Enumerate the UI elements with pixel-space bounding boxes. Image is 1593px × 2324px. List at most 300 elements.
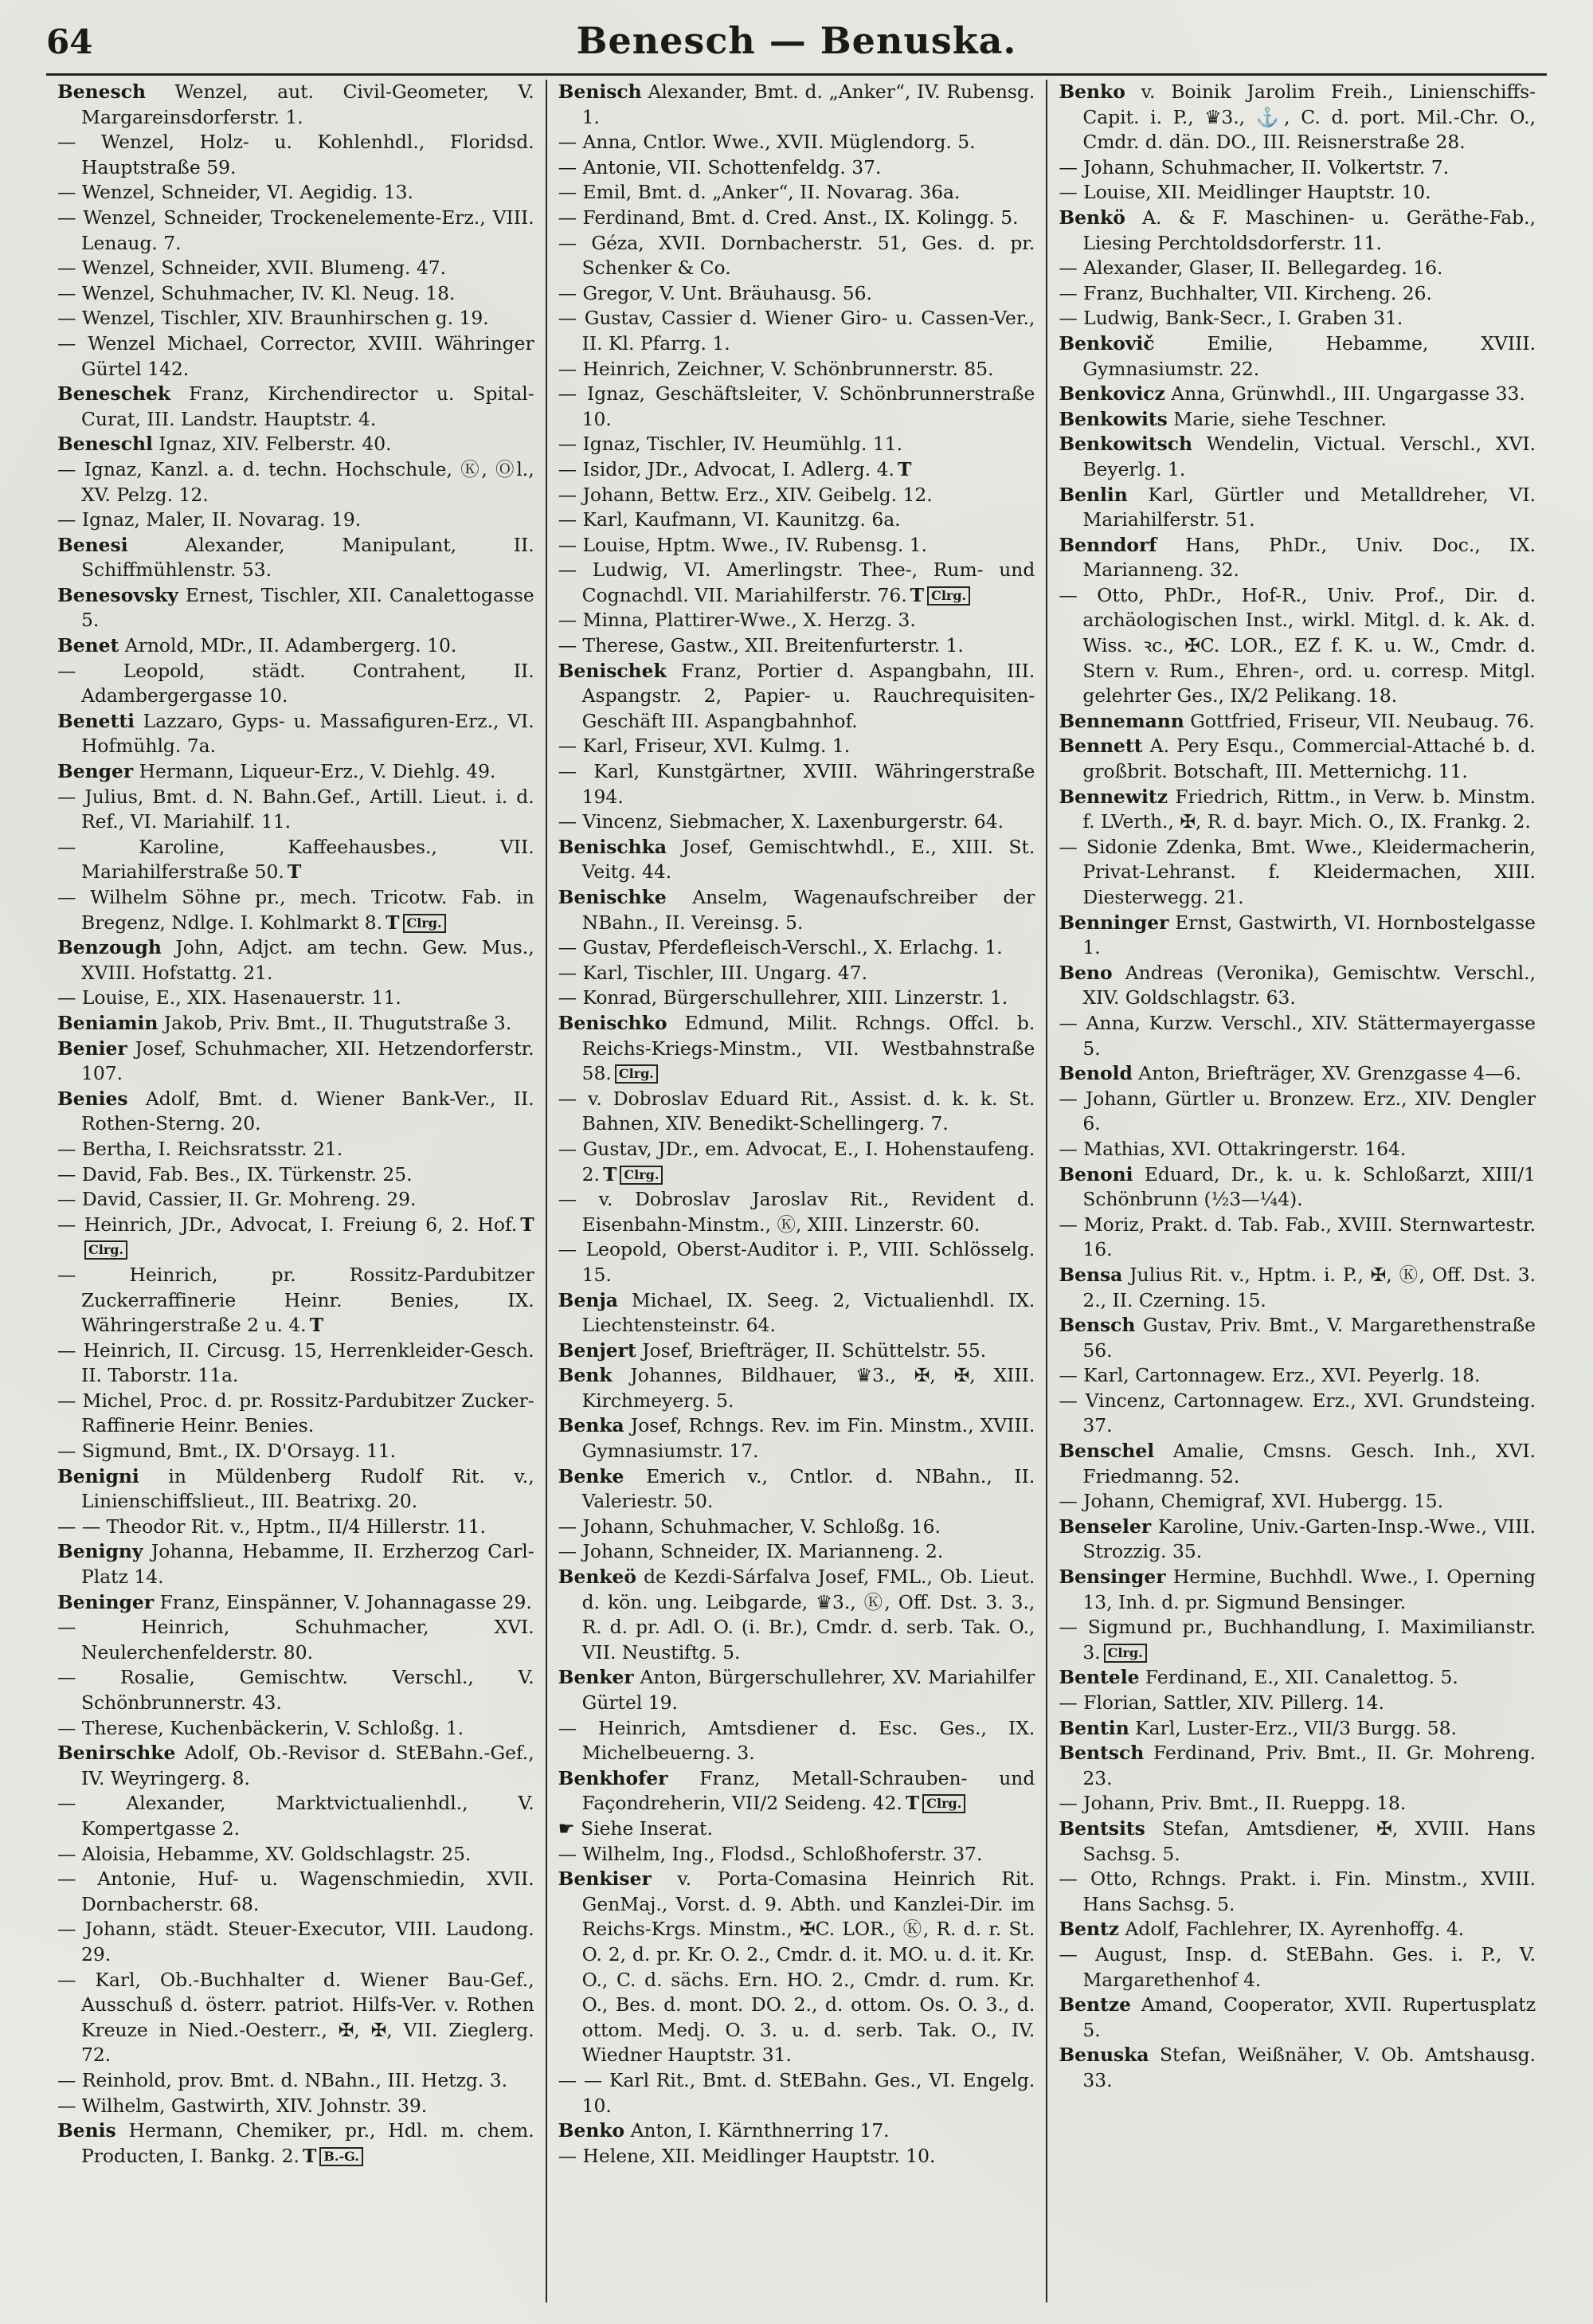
- entry-text: — Ferdinand, Bmt. d. Cred. Anst., IX. Kolingg. 5.: [558, 206, 1019, 229]
- entry-headword: Bensinger: [1059, 1566, 1166, 1589]
- entry-text: — Karoline, Kaffeehausbes., VII. Mariahilferstraße 50.: [57, 835, 534, 884]
- directory-entry: [1059, 1691, 1536, 1716]
- entry-text: Alexander, Manipulant, II. Schiffmühlenstr. 53.: [81, 533, 534, 582]
- directory-entry: [1059, 1665, 1536, 1691]
- directory-entry: [558, 508, 1035, 533]
- column-2: [546, 80, 1047, 2302]
- entry-text: Anton, Briefträger, XV. Grenzgasse 4—6.: [1138, 1062, 1522, 1085]
- directory-entry: [1059, 1313, 1536, 1363]
- directory-entry: [1059, 533, 1536, 583]
- directory-entry: [57, 382, 534, 432]
- directory-entry: [1059, 1363, 1536, 1389]
- entry-text: Ignaz, XIV. Felberstr. 40.: [159, 433, 392, 456]
- directory-entry: [1059, 432, 1536, 482]
- entry-text: Julius Rit. v., Hptm. i. P., ✠, Ⓚ, Off. Dst. 3. 2., II. Czerning. 15.: [1082, 1263, 1536, 1311]
- entry-text: John, Adjct. am techn. Gew. Mus., XVIII. Hofstattg. 21.: [81, 936, 534, 984]
- entry-headword: Benger: [57, 760, 134, 783]
- directory-entry: [1059, 709, 1536, 735]
- directory-entry: [57, 533, 534, 583]
- directory-entry: [1059, 583, 1536, 709]
- entry-headword: Benkovicz: [1059, 382, 1165, 406]
- entry-text: — Johann, Schuhmacher, II. Volkertstr. 7.: [1059, 155, 1450, 178]
- entry-text: Ernst, Gastwirth, VI. Hornbostelgasse 1.: [1082, 911, 1536, 959]
- entry-text: — Sigmund, Bmt., IX. D'Orsayg. 11.: [57, 1440, 397, 1463]
- entry-text: — — Theodor Rit. v., Hptm., II/4 Hillerstr. 11.: [57, 1515, 486, 1538]
- running-title: Benesch — Benuska.: [576, 19, 1017, 62]
- entry-headword: Bentze: [1059, 1993, 1131, 2016]
- directory-entry: [1059, 1263, 1536, 1313]
- entry-text: — Otto, PhDr., Hof-R., Univ. Prof., Dir. d. archäologischen Inst., wirkl. Mitgl. d. k. Ak. d. Wiss. ꝛc., ✠C. LOR., EZ f. K. u. W., Cmdr. d. Stern v. Rum., Ehren-, ord. u. corresp. Mitgl. gelehrter Ges., IX/2 Pelikang. 18.: [1059, 583, 1536, 707]
- directory-entry: [558, 885, 1035, 935]
- entry-text: — Karl, Tischler, III. Ungarg. 47.: [558, 961, 868, 984]
- directory-entry: [1059, 1515, 1536, 1565]
- entry-text: — Gregor, V. Unt. Bräuhausg. 56.: [558, 281, 872, 304]
- entry-text: Wendelin, Victual. Verschl., XVI. Beyerlg. 1.: [1082, 433, 1536, 480]
- directory-entry: [57, 331, 534, 382]
- directory-entry: [57, 835, 534, 885]
- entry-headword: Benseler: [1059, 1515, 1152, 1538]
- directory-entry: [57, 785, 534, 835]
- directory-entry: [57, 1590, 534, 1616]
- directory-entry: [57, 1968, 534, 2068]
- entry-headword: Benis: [57, 2119, 116, 2142]
- directory-entry: [558, 80, 1035, 130]
- entry-headword: Bennemann: [1059, 709, 1184, 732]
- entry-text: — Wenzel, Holz- u. Kohlenhdl., Floridsd. Hauptstraße 59.: [57, 131, 534, 178]
- entry-text: Adolf, Bmt. d. Wiener Bank-Ver., II. Rothen-Sterng. 20.: [81, 1087, 534, 1135]
- directory-entry: [57, 1162, 534, 1188]
- directory-entry: [57, 583, 534, 633]
- directory-entry: [558, 1816, 1035, 1842]
- directory-entry: [1059, 206, 1536, 256]
- entry-headword: Bentsch: [1059, 1742, 1145, 1765]
- directory-entry: [558, 633, 1035, 659]
- directory-entry: [558, 961, 1035, 986]
- entry-text: — Konrad, Bürgerschullehrer, XIII. Linzerstr. 1.: [558, 986, 1008, 1009]
- directory-entry: [1059, 2043, 1536, 2093]
- entry-text: de Kezdi-Sárfalva Josef, FML., Ob. Lieut. d. kön. ung. Leibgarde, ♛3., Ⓚ, Off. Dst. 3. 3., R. d. pr. Adl. O. (i. Br.), Cmdr. d. serb. Tak. O., VII. Neustiftg. 5.: [581, 1566, 1035, 1664]
- entry-text: — Ludwig, VI. Amerlingstr. Thee-, Rum- und Cognachdl. VII. Mariahilferstr. 76.: [558, 558, 1035, 606]
- directory-entry: [57, 1389, 534, 1439]
- directory-entry: [558, 1464, 1035, 1515]
- entry-text: — Heinrich, Schuhmacher, XVI. Neulerchenfelderstr. 80.: [57, 1616, 534, 1664]
- entry-headword: Benoni: [1059, 1162, 1133, 1186]
- entry-headword: Benzough: [57, 936, 162, 959]
- entry-text: Anna, Grünwhdl., III. Ungargasse 33.: [1171, 382, 1525, 406]
- boxed-abbreviation: B.-G.: [319, 2147, 362, 2166]
- entry-text: Andreas (Veronika), Gemischtw. Verschl., XIV. Goldschlagstr. 63.: [1082, 961, 1536, 1009]
- entry-text: Alexander, Bmt. d. „Anker“, IV. Rubensg. 1.: [581, 80, 1035, 128]
- entry-text: — Wenzel, Schneider, XVII. Blumeng. 47.: [57, 257, 447, 280]
- directory-entry: [558, 432, 1035, 457]
- directory-entry: [1059, 1791, 1536, 1816]
- entry-text: — Johann, Priv. Bmt., II. Rueppg. 18.: [1059, 1792, 1407, 1815]
- entry-text: — Rosalie, Gemischtw. Verschl., V. Schönbrunnerstr. 43.: [57, 1666, 534, 1714]
- directory-entry: [1059, 1615, 1536, 1665]
- entry-text: — Johann, Bettw. Erz., XIV. Geibelg. 12.: [558, 483, 933, 506]
- entry-text: — Moriz, Prakt. d. Tab. Fab., XVIII. Sternwartestr. 16.: [1059, 1213, 1536, 1261]
- directory-entry: [57, 633, 534, 659]
- entry-text: Lazzaro, Gyps- u. Massafiguren-Erz., VI. Hofmühlg. 7a.: [81, 709, 534, 758]
- directory-entry: [57, 1037, 534, 1087]
- entry-text: — Vincenz, Cartonnagew. Erz., XVI. Grundsteing. 37.: [1059, 1389, 1536, 1437]
- directory-entry: [558, 986, 1035, 1011]
- entry-headword: Benet: [57, 634, 119, 657]
- entry-headword: Bensa: [1059, 1263, 1123, 1286]
- entry-headword: Beneschek: [57, 382, 171, 406]
- directory-entry: [558, 1515, 1035, 1540]
- directory-entry: [558, 1842, 1035, 1867]
- entry-headword: Benkhofer: [558, 1766, 668, 1789]
- entry-headword: Benka: [558, 1414, 624, 1437]
- directory-entry: [57, 1213, 534, 1263]
- entry-text: — Gustav, JDr., em. Advocat, E., I. Hohenstaufeng. 2.: [558, 1137, 1035, 1186]
- entry-text: — Therese, Kuchenbäckerin, V. Schloßg. 1.: [57, 1716, 464, 1739]
- entry-text: — Therese, Gastw., XII. Breitenfurterstr. 1.: [558, 634, 964, 657]
- entry-text: — Mathias, XVI. Ottakringerstr. 164.: [1059, 1137, 1407, 1160]
- entry-text: — Karl, Friseur, XVI. Kulmg. 1.: [558, 735, 851, 758]
- directory-entry: [1059, 1867, 1536, 1917]
- directory-entry: [558, 1011, 1035, 1087]
- entry-headword: Benigni: [57, 1464, 139, 1487]
- entry-text: — Wenzel, Schuhmacher, IV. Kl. Neug. 18.: [57, 281, 456, 304]
- telephone-mark: T: [905, 1792, 920, 1815]
- entry-text: Adolf, Ob.-Revisor d. StEBahn.-Gef., IV. Weyringerg. 8.: [81, 1742, 534, 1789]
- directory-entry: [558, 759, 1035, 809]
- entry-text: A. Pery Esqu., Commercial-Attaché b. d. großbrit. Botschaft, III. Metternichg. 11.: [1082, 735, 1536, 783]
- entry-text: — Gustav, Pferdefleisch-Verschl., X. Erlachg. 1.: [558, 936, 1003, 959]
- directory-entry: [558, 1413, 1035, 1464]
- entry-text: — Karl, Cartonnagew. Erz., XVI. Peyerlg. 18.: [1059, 1364, 1481, 1387]
- entry-text: — v. Dobroslav Jaroslav Rit., Revident d. Eisenbahn-Minstm., Ⓚ, XIII. Linzerstr. 60.: [558, 1188, 1035, 1236]
- column-1: [46, 80, 546, 2302]
- directory-entry: [558, 2068, 1035, 2118]
- directory-entry: [57, 2094, 534, 2119]
- entry-text: — Sigmund pr., Buchhandlung, I. Maximilianstr. 3.: [1059, 1616, 1536, 1664]
- directory-entry: [558, 835, 1035, 885]
- directory-entry: [1059, 1942, 1536, 1993]
- entry-text: — Johann, Schneider, IX. Marianneng. 2.: [558, 1540, 944, 1563]
- entry-text: — Wilhelm Söhne pr., mech. Tricotw. Fab. in Bregenz, Ndlge. I. Kohlmarkt 8.: [57, 886, 534, 934]
- directory-entry: [558, 1187, 1035, 1237]
- directory-entry: [57, 80, 534, 130]
- directory-entry: [1059, 1816, 1536, 1867]
- directory-entry: [558, 1867, 1035, 2068]
- entry-text: Johannes, Bildhauer, ♛3., ✠, ✠, XIII. Kirchmeyerg. 5.: [581, 1364, 1035, 1412]
- entry-text: — Wilhelm, Gastwirth, XIV. Johnstr. 39.: [57, 2094, 428, 2117]
- entry-text: — Otto, Rchngs. Prakt. i. Fin. Minstm., XVIII. Hans Sachsg. 5.: [1059, 1867, 1536, 1915]
- directory-entry: [1059, 382, 1536, 407]
- directory-entry: [558, 180, 1035, 206]
- entry-text: — Franz, Buchhalter, VII. Kircheng. 26.: [1059, 281, 1432, 304]
- entry-text: v. Porta-Comasina Heinrich Rit. GenMaj., Vorst. d. 9. Abth. und Kanzlei-Dir. im Reichs-Krgs. Minstm., ✠C. LOR., Ⓚ, R. d. r. St. O. 2, d. pr. Kr. O. 2., Cmdr. d. it. MO. u. d. it. Kr. O., C. d. sächs. Ern. HO. 2., Cmdr. d. rum. Kr. O., Bes. d. mont. DO. 2., d. ottom. Os. O. 3., d. ottom. Medj. O. 3. u. d. serb. Tak. O., IV. Wiedner Hauptstr. 31.: [581, 1867, 1035, 2067]
- entry-text: Michael, IX. Seeg. 2, Victualienhdl. IX. Liechtensteinstr. 64.: [581, 1288, 1035, 1337]
- entry-text: Hermann, Liqueur-Erz., V. Diehlg. 49.: [139, 760, 496, 783]
- directory-entry: [558, 2144, 1035, 2169]
- directory-entry: [1059, 407, 1536, 433]
- entry-text: Gustav, Priv. Bmt., V. Margarethenstraße 56.: [1082, 1314, 1536, 1362]
- entry-text: Emerich v., Cntlor. d. NBahn., II. Valeriestr. 50.: [581, 1464, 1035, 1513]
- directory-entry: [558, 155, 1035, 181]
- entry-text: Amand, Cooperator, XVII. Rupertusplatz 5.: [1082, 1993, 1536, 2041]
- directory-entry: [1059, 331, 1536, 382]
- directory-entry: [558, 1288, 1035, 1338]
- boxed-abbreviation: Clrg.: [403, 914, 446, 933]
- directory-entry: [558, 533, 1035, 558]
- entry-text: — Leopold, Oberst-Auditor i. P., VIII. Schlösselg. 15.: [558, 1238, 1035, 1286]
- entry-headword: Benkiser: [558, 1867, 652, 1891]
- directory-entry: [558, 1363, 1035, 1413]
- entry-text: — August, Insp. d. StEBahn. Ges. i. P., V. Margarethenhof 4.: [1059, 1942, 1536, 1991]
- directory-entry: [57, 885, 534, 935]
- entry-headword: Benold: [1059, 1062, 1133, 1085]
- telephone-mark: T: [386, 911, 400, 934]
- entry-text: Karl, Gürtler und Metalldreher, VI. Mariahilferstr. 51.: [1082, 483, 1536, 531]
- directory-entry: [1059, 1917, 1536, 1942]
- entry-headword: Benja: [558, 1288, 618, 1311]
- directory-entry: [57, 180, 534, 206]
- directory-entry: [558, 935, 1035, 961]
- directory-entry: [1059, 1993, 1536, 2043]
- boxed-abbreviation: Clrg.: [922, 1794, 965, 1813]
- entry-headword: Benschel: [1059, 1440, 1155, 1463]
- entry-text: Franz, Kirchendirector u. Spital-Curat, III. Landstr. Hauptstr. 4.: [81, 382, 534, 430]
- directory-entry: [57, 306, 534, 331]
- directory-entry: [57, 2068, 534, 2094]
- directory-entry: [558, 608, 1035, 633]
- entry-headword: Benesi: [57, 533, 128, 556]
- entry-headword: Benkö: [1059, 206, 1125, 229]
- entry-text: Adolf, Fachlehrer, IX. Ayrenhoffg. 4.: [1125, 1918, 1465, 1941]
- entry-headword: Bentin: [1059, 1716, 1129, 1739]
- entry-headword: Benuska: [1059, 2044, 1149, 2067]
- directory-entry: [57, 281, 534, 307]
- entry-text: — Wenzel, Schneider, VI. Aegidig. 13.: [57, 181, 413, 204]
- entry-text: — v. Dobroslav Eduard Rit., Assist. d. k. k. St. Bahnen, XIV. Benedikt-Schellingerg. 7.: [558, 1087, 1035, 1135]
- directory-entry: [1059, 1061, 1536, 1087]
- directory-entry: [558, 130, 1035, 155]
- directory-entry: [558, 659, 1035, 735]
- directory-entry: [1059, 1389, 1536, 1439]
- directory-entry: [57, 432, 534, 457]
- directory-entry: [57, 1917, 534, 1967]
- directory-entry: [57, 1187, 534, 1213]
- entry-text: — Johann, städt. Steuer-Executor, VIII. Laudong. 29.: [57, 1918, 534, 1965]
- directory-entry: [558, 1237, 1035, 1287]
- entry-headword: Beneschl: [57, 433, 153, 456]
- entry-headword: Benirschke: [57, 1742, 176, 1765]
- boxed-abbreviation: Clrg.: [620, 1166, 663, 1185]
- entry-text: — Wenzel Michael, Corrector, XVIII. Währinger Gürtel 142.: [57, 331, 534, 380]
- directory-entry: [1059, 1137, 1536, 1162]
- entry-headword: Benker: [558, 1666, 634, 1689]
- entry-text: — Heinrich, JDr., Advocat, I. Freiung 6, 2. Hof.: [57, 1213, 518, 1236]
- entry-text: — Julius, Bmt. d. N. Bahn.Gef., Artill. Lieut. i. d. Ref., VI. Mariahilf. 11.: [57, 785, 534, 833]
- directory-entry: [558, 206, 1035, 231]
- entry-headword: Benischko: [558, 1011, 667, 1034]
- directory-entry: [558, 382, 1035, 432]
- entry-text: — Helene, XII. Meidlinger Hauptstr. 10.: [558, 2144, 936, 2167]
- entry-text: Ferdinand, Priv. Bmt., II. Gr. Mohreng. 23.: [1082, 1742, 1536, 1789]
- directory-entry: [558, 809, 1035, 835]
- boxed-abbreviation: Clrg.: [1104, 1644, 1147, 1663]
- entry-text: — Ignaz, Maler, II. Novarag. 19.: [57, 508, 362, 531]
- directory-entry: [1059, 1439, 1536, 1489]
- entry-text: Franz, Einspänner, V. Johannagasse 29.: [159, 1590, 532, 1613]
- directory-entry: [558, 483, 1035, 508]
- entry-headword: Bensch: [1059, 1314, 1136, 1337]
- directory-entry: [57, 2118, 534, 2169]
- directory-entry: [1059, 785, 1536, 835]
- entry-text: Marie, siehe Teschner.: [1173, 407, 1387, 430]
- entry-text: — Alexander, Marktvictualienhdl., V. Kompertgasse 2.: [57, 1792, 534, 1840]
- telephone-mark: T: [302, 2144, 317, 2167]
- entry-text: — Géza, XVII. Dornbacherstr. 51, Ges. d. pr. Schenker & Co.: [558, 231, 1035, 280]
- entry-text: — Wilhelm, Ing., Flodsd., Schloßhoferstr. 37.: [558, 1842, 983, 1865]
- directory-entry: [57, 709, 534, 759]
- entry-text: — Florian, Sattler, XIV. Pillerg. 14.: [1059, 1691, 1384, 1714]
- entry-text: — — Karl Rit., Bmt. d. StEBahn. Ges., VI. Engelg. 10.: [558, 2068, 1035, 2117]
- directory-entry: [1059, 1213, 1536, 1263]
- entry-headword: Benesch: [57, 80, 146, 103]
- boxed-abbreviation: Clrg.: [927, 586, 970, 605]
- entry-text: — Michel, Proc. d. pr. Rossitz-Pardubitzer Zucker-Raffinerie Heinr. Benies.: [57, 1389, 534, 1437]
- directory-entry: [558, 2118, 1035, 2144]
- entry-text: — Wenzel, Schneider, Trockenelemente-Erz., VIII. Lenaug. 7.: [57, 206, 534, 254]
- entry-text: in Müldenberg Rudolf Rit. v., Linienschiffslieut., III. Beatrixg. 20.: [81, 1464, 534, 1513]
- directory-entry: [57, 1263, 534, 1338]
- entry-headword: Benesovsky: [57, 583, 178, 606]
- entry-text: Josef, Rchngs. Rev. im Fin. Minstm., XVIII. Gymnasiumstr. 17.: [581, 1414, 1035, 1463]
- header-rule: [46, 73, 1547, 76]
- directory-entry: [558, 734, 1035, 759]
- entry-text: — Louise, Hptm. Wwe., IV. Rubensg. 1.: [558, 533, 928, 556]
- directory-entry: [57, 935, 534, 986]
- directory-entry: [57, 1842, 534, 1867]
- entry-text: Josef, Schuhmacher, XII. Hetzendorferstr. 107.: [81, 1037, 534, 1085]
- entry-headword: Benies: [57, 1087, 128, 1110]
- entry-headword: Bentele: [1059, 1666, 1140, 1689]
- entry-headword: Benk: [558, 1364, 613, 1387]
- directory-entry: [57, 1615, 534, 1665]
- entry-text: — Alexander, Glaser, II. Bellegardeg. 16.: [1059, 257, 1443, 280]
- entry-headword: Bennewitz: [1059, 785, 1168, 808]
- entry-text: A. & F. Maschinen- u. Geräthe-Fab., Liesing Perchtoldsdorferstr. 11.: [1082, 206, 1536, 254]
- entry-text: Hans, PhDr., Univ. Doc., IX. Marianneng. 32.: [1082, 533, 1536, 582]
- entry-text: — Leopold, städt. Contrahent, II. Adambergergasse 10.: [57, 659, 534, 707]
- directory-entry: [1059, 911, 1536, 961]
- directory-entry: [57, 1515, 534, 1540]
- entry-headword: Benischek: [558, 659, 667, 682]
- entry-text: — Ignaz, Kanzl. a. d. techn. Hochschule, Ⓚ, Ⓞl., XV. Pelzg. 12.: [57, 457, 534, 506]
- entry-text: Edmund, Milit. Rchngs. Offcl. b. Reichs-Kriegs-Minstm., VII. Westbahnstraße 58.: [581, 1011, 1035, 1085]
- directory-entry: [1059, 1565, 1536, 1615]
- boxed-abbreviation: Clrg.: [84, 1240, 127, 1260]
- telephone-mark: T: [287, 860, 302, 884]
- directory-entry: [558, 1766, 1035, 1816]
- directory-entry: [57, 1741, 534, 1791]
- entry-text: — Gustav, Cassier d. Wiener Giro- u. Cassen-Ver., II. Kl. Pfarrg. 1.: [558, 307, 1035, 355]
- entry-headword: Benlin: [1059, 483, 1128, 506]
- directory-entry: [1059, 734, 1536, 784]
- entry-text: Gottfried, Friseur, VII. Neubaug. 76.: [1190, 709, 1535, 732]
- directory-entry: [57, 1439, 534, 1464]
- telephone-mark: T: [897, 457, 912, 480]
- entry-text: — Aloisia, Hebamme, XV. Goldschlagstr. 25.: [57, 1842, 472, 1865]
- entry-headword: Benkowits: [1059, 407, 1168, 430]
- directory-entry: [1059, 306, 1536, 331]
- entry-headword: Benier: [57, 1037, 127, 1060]
- entry-text: Anton, Bürgerschullehrer, XV. Mariahilfer Gürtel 19.: [581, 1666, 1035, 1714]
- entry-text: — Bertha, I. Reichsratsstr. 21.: [57, 1137, 343, 1160]
- entry-text: — Wenzel, Tischler, XIV. Braunhirschen g. 19.: [57, 307, 489, 330]
- directory-entry: [57, 1338, 534, 1389]
- entry-text: — Vincenz, Siebmacher, X. Laxenburgerstr. 64.: [558, 810, 1004, 833]
- directory-entry: [558, 1716, 1035, 1766]
- entry-text: — Antonie, Huf- u. Wagenschmiedin, XVII. Dornbacherstr. 68.: [57, 1867, 534, 1915]
- entry-text: — Minna, Plattirer-Wwe., X. Herzg. 3.: [558, 609, 916, 632]
- directory-entry: [57, 1791, 534, 1841]
- entry-headword: Beninger: [57, 1590, 155, 1613]
- directory-entry: [57, 1665, 534, 1715]
- entry-text: — Antonie, VII. Schottenfeldg. 37.: [558, 155, 882, 178]
- entry-text: Jakob, Priv. Bmt., II. Thugutstraße 3.: [163, 1011, 512, 1034]
- entry-text: — Heinrich, Zeichner, V. Schönbrunnerstr. 85.: [558, 357, 994, 380]
- entry-text: — David, Fab. Bes., IX. Türkenstr. 25.: [57, 1162, 413, 1186]
- directory-entry: [1059, 281, 1536, 307]
- directory-entry: [558, 457, 1035, 483]
- entry-text: — Ignaz, Geschäftsleiter, V. Schönbrunnerstraße 10.: [558, 382, 1035, 430]
- directory-entry: [558, 306, 1035, 356]
- entry-text: v. Boinik Jarolim Freih., Linienschiffs-Capit. i. P., ♛3., ⚓, C. d. port. Mil.-Chr. O., Cmdr. d. dän. DO., III. Reisnerstraße 28.: [1082, 80, 1536, 154]
- entry-headword: Benndorf: [1059, 533, 1157, 556]
- entry-text: — Isidor, JDr., Advocat, I. Adlerg. 4.: [558, 457, 894, 480]
- directory-entry: [1059, 80, 1536, 155]
- entry-headword: Benko: [1059, 80, 1125, 103]
- entry-text: — Johann, Schuhmacher, V. Schloßg. 16.: [558, 1515, 941, 1538]
- entry-headword: Benninger: [1059, 911, 1169, 934]
- directory-entry: [1059, 256, 1536, 281]
- directory-entry: [57, 1464, 534, 1515]
- directory-entry: [1059, 483, 1536, 533]
- directory-entry: [57, 759, 534, 785]
- directory-entry: [57, 986, 534, 1011]
- telephone-mark: T: [603, 1162, 617, 1186]
- directory-entry: [57, 206, 534, 256]
- directory-entry: [1059, 1087, 1536, 1137]
- directory-entry: [57, 457, 534, 508]
- directory-entry: [558, 558, 1035, 608]
- entry-headword: Benisch: [558, 80, 642, 103]
- entry-headword: Bentsits: [1059, 1816, 1145, 1840]
- entry-text: — Heinrich, pr. Rossitz-Pardubitzer Zuckerraffinerie Heinr. Benies, IX. Währingerstraße 2 u. 4.: [57, 1263, 534, 1337]
- entry-headword: Beno: [1059, 961, 1113, 984]
- directory-entry: [57, 1011, 534, 1037]
- entry-headword: Bentz: [1059, 1918, 1120, 1941]
- directory-entry: [57, 1137, 534, 1162]
- directory-entry: [57, 659, 534, 709]
- directory-entry: [558, 1665, 1035, 1715]
- entry-text: Stefan, Amtsdiener, ✠, XVIII. Hans Sachsg. 5.: [1082, 1816, 1536, 1865]
- boxed-abbreviation: Clrg.: [615, 1064, 658, 1084]
- entry-headword: Benetti: [57, 709, 135, 732]
- entry-text: Emilie, Hebamme, XVIII. Gymnasiumstr. 22.: [1082, 331, 1536, 380]
- directory-entry: [57, 1539, 534, 1589]
- entry-text: Josef, Briefträger, II. Schüttelstr. 55.: [642, 1338, 987, 1362]
- directory-entry: [57, 508, 534, 533]
- directory-entry: [1059, 1011, 1536, 1061]
- entry-text: — Anna, Kurzw. Verschl., XIV. Stättermayergasse 5.: [1059, 1011, 1536, 1060]
